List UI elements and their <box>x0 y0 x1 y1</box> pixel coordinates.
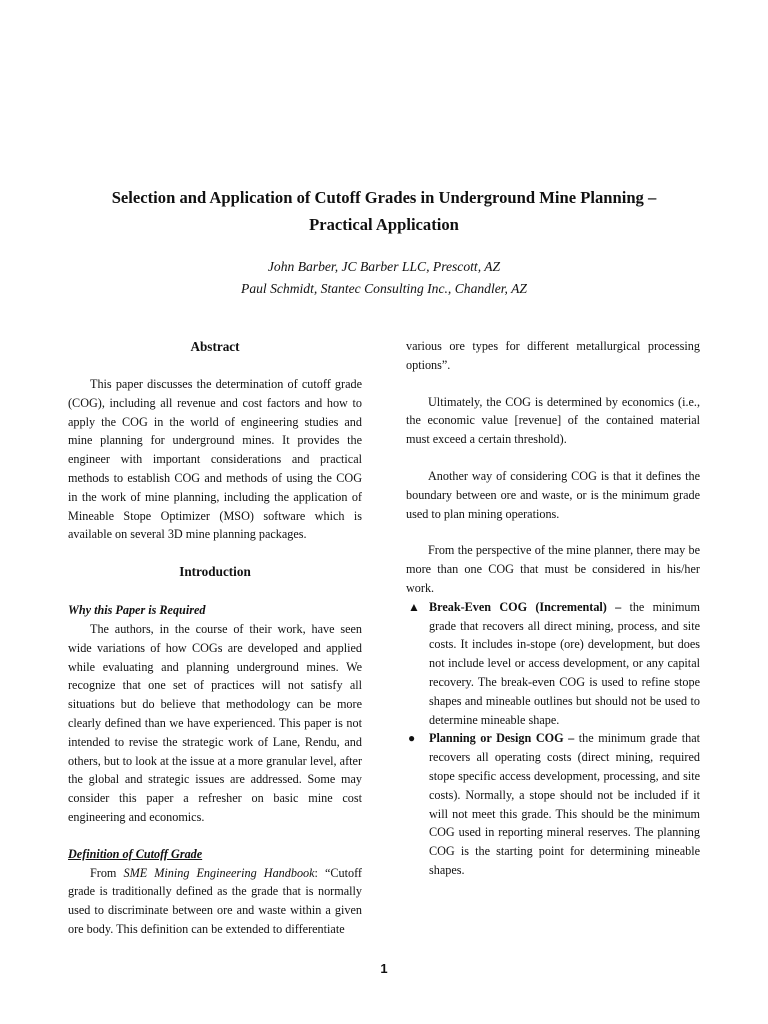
definition-body: : “Cutoff grade is traditionally defined as the grade that is normally used to discriminate between ore and waste within a given ore body. This definition can be extended to differentiate <box>68 865 362 936</box>
why-heading: Why this Paper is Required <box>68 603 206 618</box>
title-line-2: Practical Application <box>309 215 459 234</box>
paragraph-perspective: From the perspective of the mine planner, there may be more than one COG that must be considered in his/her work. <box>406 543 700 595</box>
bullet-text: the minimum grade that recovers all direct mining, process, and site costs. It includes in-stope (ore) development, but does not include level or access development, or any capital recovery. The break-even COG is used to refine stope shapes and mineable outlines but should not be used to determine mineable shape. <box>429 599 700 727</box>
bullet-term: Planning or Design COG – <box>429 731 575 746</box>
cog-types-list <box>406 598 700 880</box>
continued-text: various ore types for different metallurgical processing options”. <box>406 339 700 372</box>
page-number: 1 <box>380 961 388 976</box>
abstract-heading: Abstract <box>190 339 240 354</box>
definition-heading: Definition of Cutoff Grade <box>68 846 203 861</box>
bullet-text: the minimum grade that recovers all operating costs (direct mining, required stope specific access development, processing, and site costs). Normally, a stope should not be included if it will not meet this grade. This should be the minimum COG used in reporting mineral reserves. The planning COG is the starting point for determining mineable shapes. <box>429 731 700 877</box>
paragraph-economics: Ultimately, the COG is determined by economics (i.e., the economic value [revenue] of the contained material must exceed a certain threshold). <box>406 394 700 447</box>
paragraph-boundary: Another way of considering COG is that it defines the boundary between ore and waste, or is the minimum grade used to plan mining operations. <box>406 468 700 521</box>
author-block <box>60 256 708 300</box>
triangle-bullet-icon: ▲ <box>408 599 420 614</box>
author-1: John Barber, JC Barber LLC, Prescott, AZ <box>267 259 501 274</box>
list-item <box>406 598 700 730</box>
definition-text <box>68 864 362 939</box>
right-column <box>406 337 700 880</box>
list-item <box>406 729 700 879</box>
definition-from: From <box>90 865 124 880</box>
title-line-1: Selection and Application of Cutoff Grades in Underground Mine Planning – <box>111 188 657 207</box>
handbook-title: SME Mining Engineering Handbook <box>123 865 315 880</box>
abstract-text: This paper discusses the determination of cutoff grade (COG), including all revenue and cost factors and how to apply the COG in the world of engineering studies and mine planning for underground mines. It provides the engineer with important considerations and practical methods to establish COG and methods of using the COG in the work of mine planning, including the application of Mineable Stope Optimizer (MSO) software which is available on several 3D mine planning packages. <box>68 377 362 542</box>
why-text: The authors, in the course of their work, have seen wide variations of how COGs are developed and applied while evaluating and planning underground mines. We recognize that one set of practices will not satisfy all situations but do believe that methodology can be more clearly defined than we have experienced. This paper is not intended to revise the strategic work of Lane, Rendu, and others, but to look at the issue at a more granular level, after the global and strategic issues are addressed. Some may consider this paper a refresher on basic mine cost engineering and economics. <box>68 621 362 824</box>
author-2: Paul Schmidt, Stantec Consulting Inc., Chandler, AZ <box>241 281 527 296</box>
introduction-heading: Introduction <box>179 564 251 580</box>
paper-title <box>60 184 708 238</box>
dot-bullet-icon: ● <box>408 731 416 746</box>
left-column <box>68 337 362 939</box>
bullet-term: Break-Even COG (Incremental) – <box>429 599 622 614</box>
